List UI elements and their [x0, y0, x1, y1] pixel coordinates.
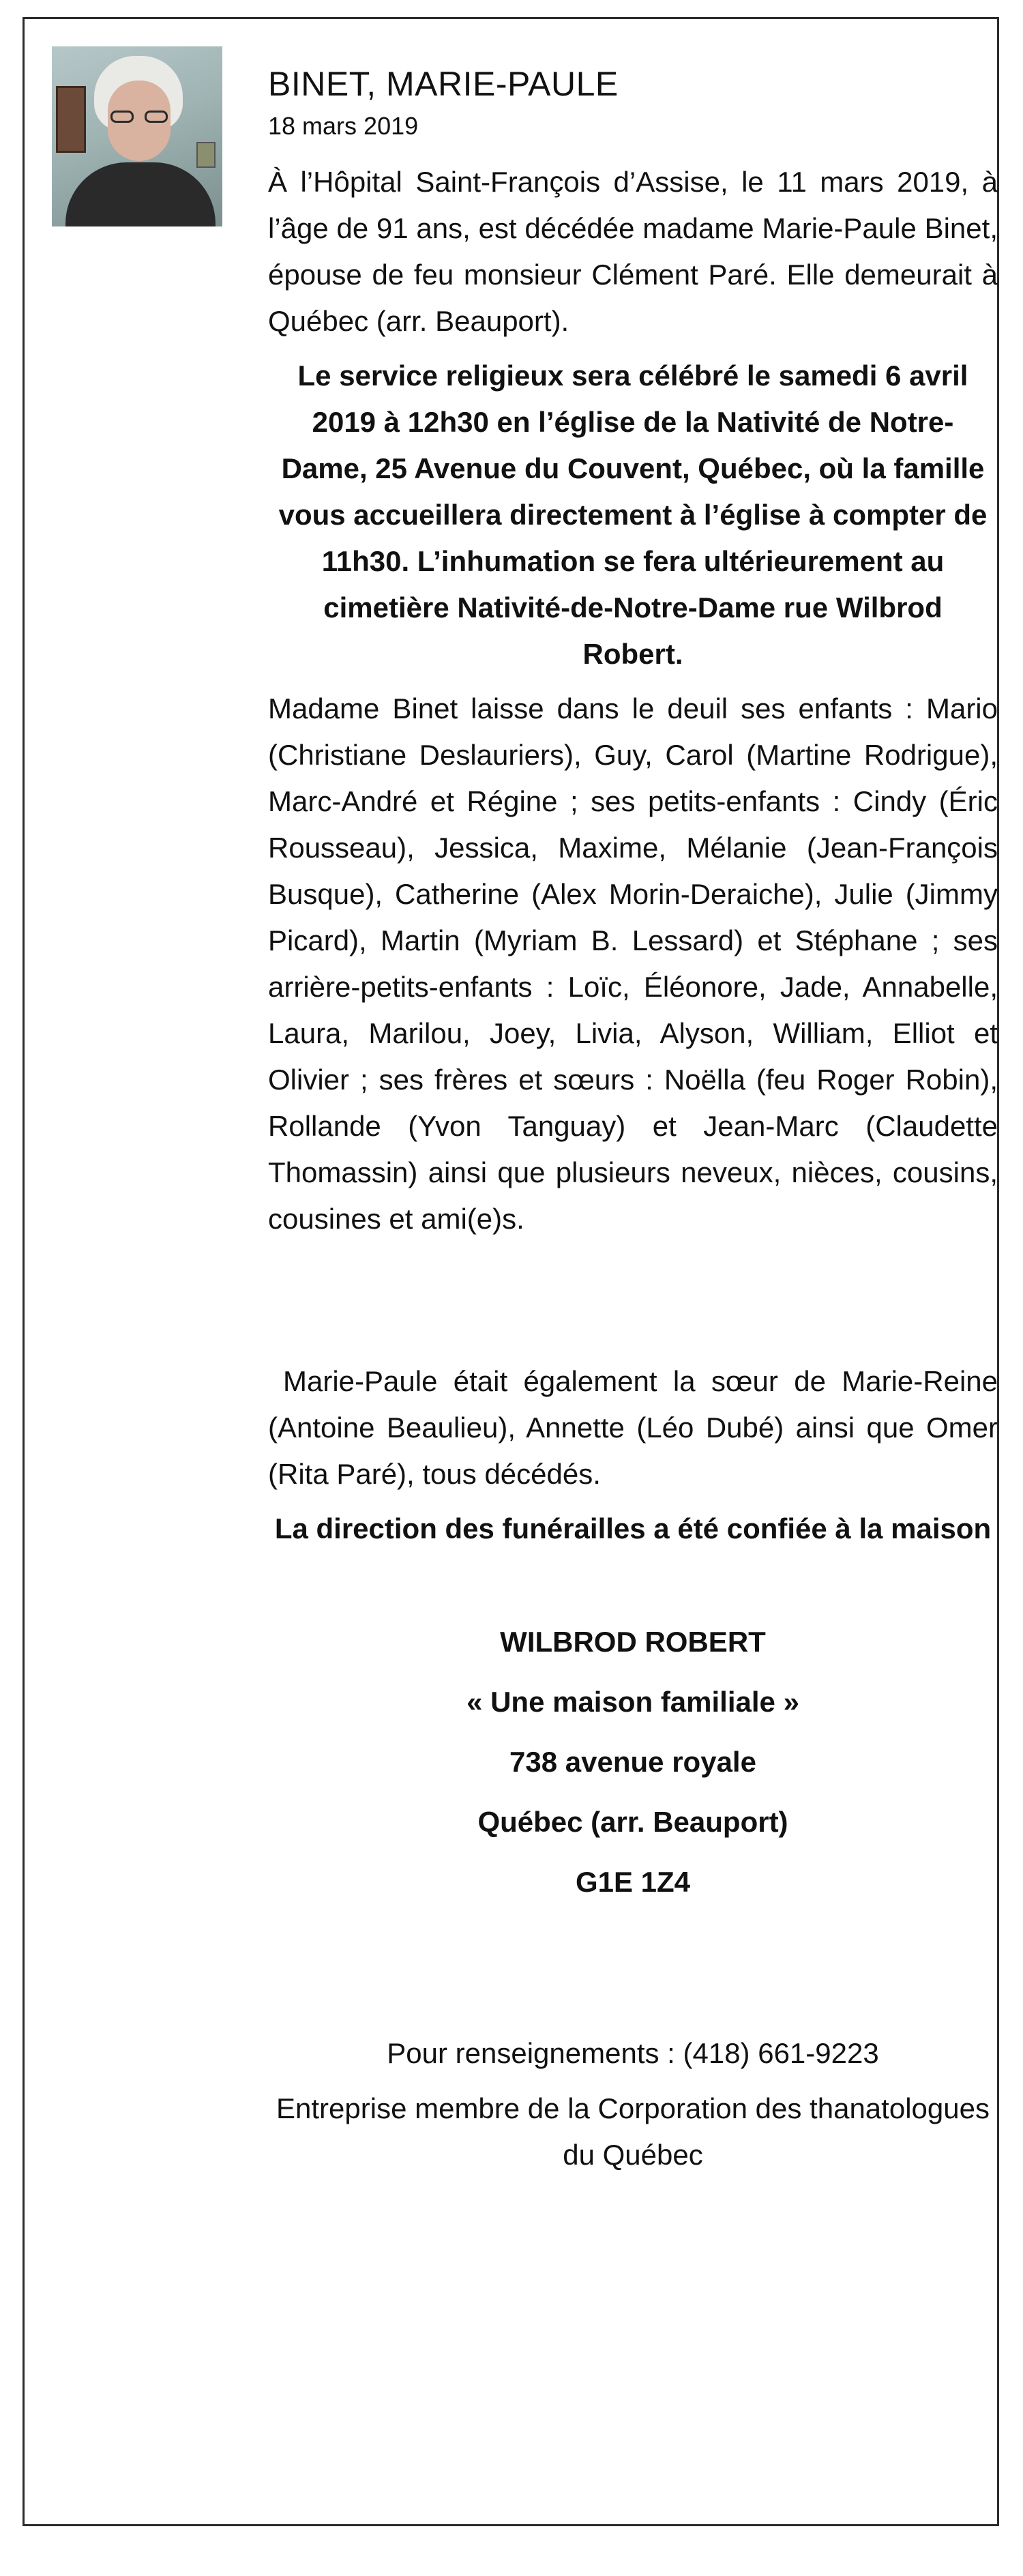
- funeral-home-postal: G1E 1Z4: [575, 1866, 691, 1898]
- funeral-direction: La direction des funérailles a été confiée à la maison: [274, 1512, 992, 1545]
- portrait-glasses: [110, 111, 168, 124]
- info-phone: Pour renseignements : (418) 661-9223: [387, 2037, 879, 2069]
- deceased-name: BINET, MARIE-PAULE: [268, 65, 619, 103]
- funeral-home-address: [268, 1612, 998, 1912]
- portrait-photo: [52, 46, 222, 226]
- publication-date: 18 mars 2019: [268, 112, 419, 140]
- obituary-body: [268, 159, 998, 2178]
- siblings-paragraph: Marie-Paule était également la sœur de Marie-Reine (Antoine Beaulieu), Annette (Léo Dubé) ainsi que Omer (Rita Paré), tous décédés.: [268, 1365, 998, 1490]
- intro-paragraph: À l’Hôpital Saint-François d’Assise, le 11 mars 2019, à l’âge de 91 ans, est décédée madame Marie-Paule Binet, épouse de feu monsieur Clément Paré. Elle demeurait à Québec (arr. Beauport).: [268, 166, 998, 337]
- wall-frame: [196, 142, 216, 168]
- wall-picture: [56, 86, 86, 153]
- family-paragraph: Madame Binet laisse dans le deuil ses enfants : Mario (Christiane Deslauriers), Guy, Carol (Martine Rodrigue), Marc-André et Régine ; ses petits-enfants : Cindy (Éric Rousseau), Jessica, Maxime, Mélanie (Jean-François Busque), Catherine (Alex Morin-Deraiche), Julie (Jimmy Picard), Martin (Myriam B. Lessard) et Stéphane ; ses arrière-petits-enfants : Loïc, Éléonore, Jade, Annabelle, Laura, Marilou, Joey, Livia, Alyson, William, Elliot et Olivier ; ses frères et sœurs : Noëlla (feu Roger Robin), Rollande (Yvon Tanguay) et Jean-Marc (Claudette Thomassin) ainsi que plusieurs neveux, nièces, cousins, cousines et ami(e)s.: [268, 692, 998, 1235]
- funeral-home-city: Québec (arr. Beauport): [477, 1806, 788, 1838]
- obituary-card: [23, 17, 999, 2526]
- portrait-body: [65, 162, 216, 226]
- funeral-home-slogan: « Une maison familiale »: [466, 1686, 799, 1718]
- funeral-home-street: 738 avenue royale: [509, 1746, 756, 1778]
- membership-note: Entreprise membre de la Corporation des thanatologues du Québec: [276, 2092, 990, 2171]
- service-paragraph: Le service religieux sera célébré le samedi 6 avril 2019 à 12h30 en l’église de la Nativité de Notre-Dame, 25 Avenue du Couvent, Québec, où la famille vous accueillera directement à l’église à compter de 11h30. L’inhumation se fera ultérieurement au cimetière Nativité-de-Notre-Dame rue Wilbrod Robert.: [278, 360, 988, 670]
- funeral-home-name: WILBROD ROBERT: [500, 1626, 766, 1658]
